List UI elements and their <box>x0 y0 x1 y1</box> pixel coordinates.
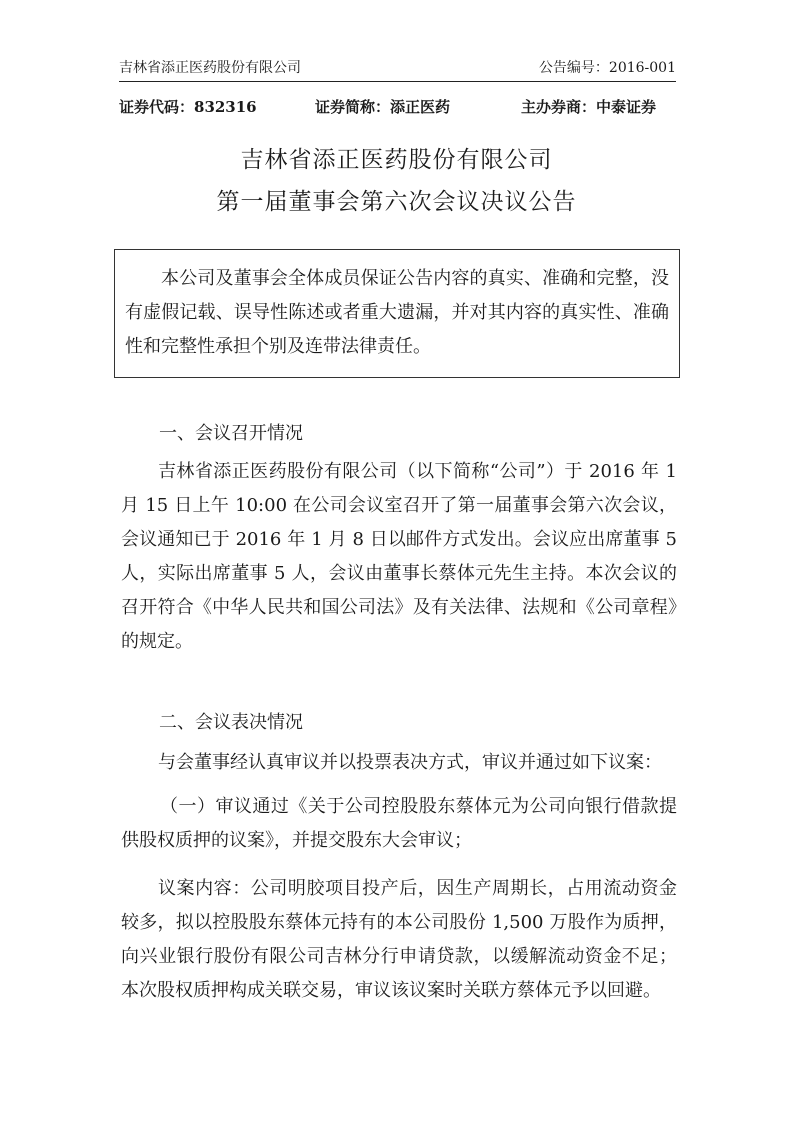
page-header <box>119 58 676 78</box>
document-title-line2: 第一届董事会第六次会议决议公告 <box>216 189 577 215</box>
section-heading-meeting: 一、会议召开情况 <box>159 423 303 444</box>
securities-abbreviation: 证券简称：添正医药 <box>315 98 451 116</box>
voting-intro-paragraph: 与会董事经认真审议并以投票表决方式，审议并通过如下议案： <box>158 752 662 773</box>
disclaimer-box <box>114 249 680 378</box>
section-heading-voting: 二、会议表决情况 <box>159 712 303 733</box>
header-announcement-number: 公告编号：2016-001 <box>538 60 676 76</box>
securities-code: 证券代码：832316 <box>119 98 257 116</box>
header-divider <box>119 81 676 82</box>
sponsoring-broker: 主办券商：中泰证券 <box>521 98 657 116</box>
resolution-item-1: （一）审议通过《关于公司控股股东蔡体元为公司向银行借款提供股权质押的议案》，并提交股东大会审议； <box>121 796 677 851</box>
securities-info <box>119 96 676 118</box>
header-company-name: 吉林省添正医药股份有限公司 <box>119 60 301 76</box>
resolution-item-1-content: 议案内容：公司明胶项目投产后，因生产周期长，占用流动资金较多，拟以控股股东蔡体元持有的本公司股份 1,500 万股作为质押，向兴业银行股份有限公司吉林分行申请贷款，以缓解流动资金不足；本次股权质押构成关联交易，审议该议案时关联方蔡体元予以回避。 <box>121 878 677 1001</box>
meeting-details-paragraph: 吉林省添正医药股份有限公司（以下简称“公司”）于 2016 年 1 月 15 日上午 10:00 在公司会议室召开了第一届董事会第六次会议，会议通知已于 2016 年 1 月 8 日以邮件方式发出。会议应出席董事 5 人，实际出席董事 5 人，会议由董事长蔡体元先生主持。本次会议的召开符合《中华人民共和国公司法》及有关法律、法规和《公司章程》的规定。 <box>121 461 677 652</box>
disclaimer-text: 本公司及董事会全体成员保证公告内容的真实、准确和完整，没有虚假记载、误导性陈述或者重大遗漏，并对其内容的真实性、准确性和完整性承担个别及连带法律责任。 <box>125 268 669 357</box>
document-title-line1: 吉林省添正医药股份有限公司 <box>240 147 553 173</box>
